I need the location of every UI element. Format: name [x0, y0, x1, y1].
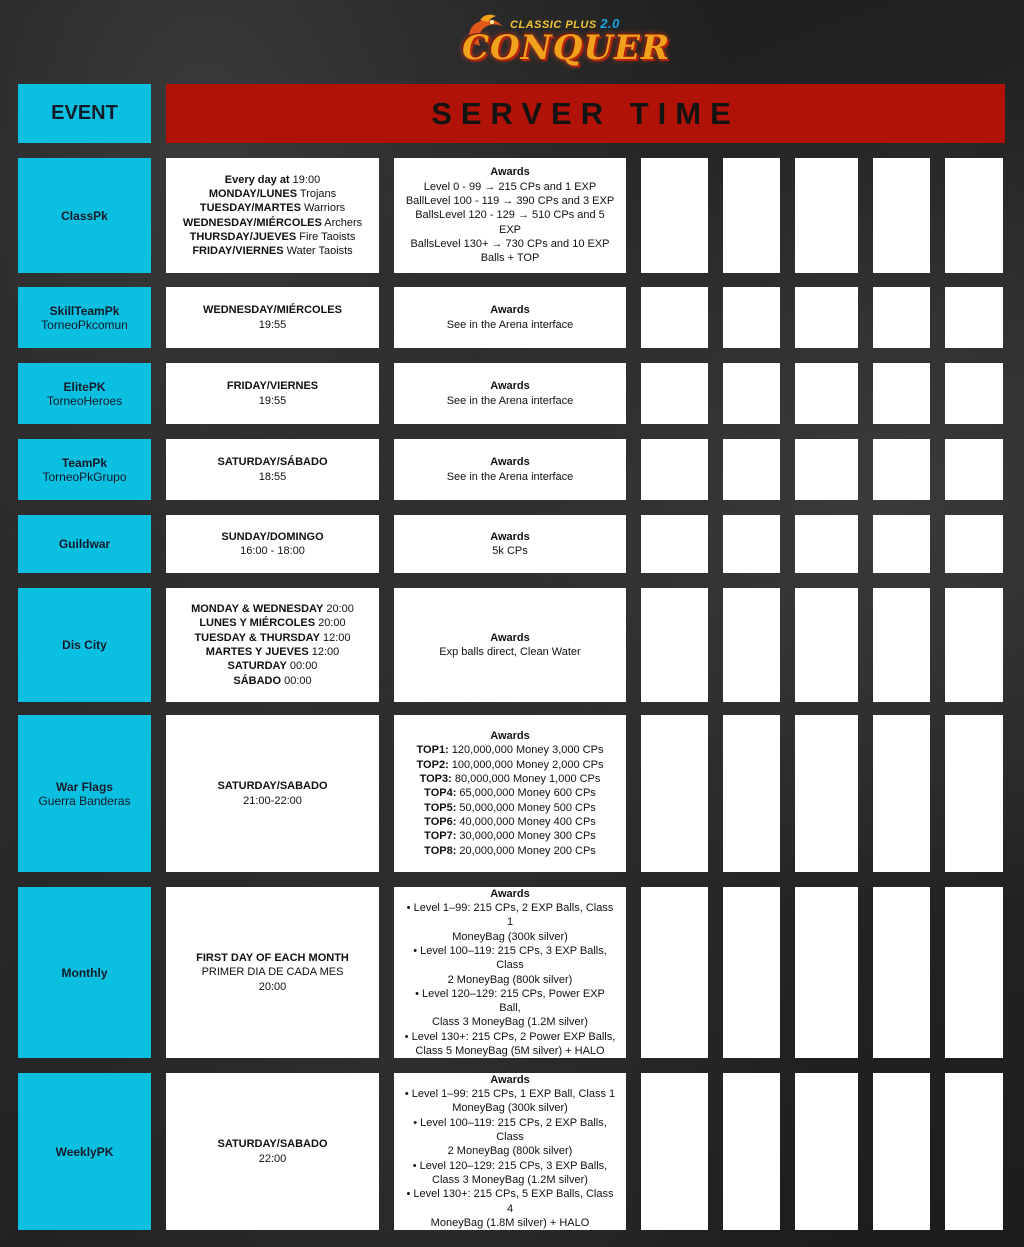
schedule-line: [259, 470, 287, 484]
award-line: See in the Arena interface: [446, 470, 574, 483]
award-line: [407, 758, 614, 772]
schedule-time: 20:00: [258, 980, 287, 993]
award-line: • Level 100–119: 215 CPs, 2 EXP Balls, Class: [413, 1116, 607, 1144]
schedule-time: 19:55: [258, 318, 287, 331]
schedule-line: [259, 394, 287, 408]
empty-cell-4: [873, 287, 930, 348]
award-text: 120,000,000 Money 3,000 CPs: [448, 744, 604, 757]
empty-cell-4: [873, 515, 930, 573]
empty-cell-5: [945, 1073, 1003, 1230]
empty-cell-4: [873, 588, 930, 702]
awards-cell: [394, 588, 626, 702]
award-line: Level 0 - 99 → 215 CPs and 1 EXP: [423, 180, 597, 193]
award-text: 50,000,000 Money 500 CPs: [456, 801, 596, 814]
event-name-cell: [18, 887, 151, 1058]
award-line: See in the Arena interface: [446, 318, 574, 331]
schedule-line: [209, 187, 336, 201]
empty-cell-5: [945, 515, 1003, 573]
award-line: • Level 1–99: 215 CPs, 2 EXP Balls, Class 1: [406, 902, 614, 929]
schedule-day: FIRST DAY OF EACH MONTH: [196, 952, 349, 965]
schedule-day: MONDAY & WEDNESDAY: [191, 603, 324, 616]
awards-title: Awards: [490, 380, 530, 393]
schedule-day: TUESDAY & THURSDAY: [194, 631, 320, 644]
schedule-time: 19:55: [258, 394, 287, 407]
empty-cell-3: [795, 515, 858, 573]
award-line: Exp balls direct, Clean Water: [439, 646, 581, 658]
award-line: • Level 130+: 215 CPs, 5 EXP Balls, Class 4: [406, 1188, 614, 1215]
event-name: Dis City: [62, 638, 107, 652]
award-line: Balls + TOP: [480, 252, 540, 265]
schedule-time: Trojans: [297, 187, 337, 200]
schedule-time: 21:00-22:00: [243, 794, 302, 807]
schedule-line: [192, 244, 352, 258]
award-line: BallsLevel 130+ → 730 CPs and 10 EXP: [410, 237, 610, 250]
empty-cell-3: [795, 715, 858, 872]
award-text: 20,000,000 Money 200 CPs: [456, 844, 596, 857]
schedule-day: WEDNESDAY/MIÉRCOLES: [182, 216, 322, 229]
schedule-cell: [166, 439, 379, 500]
event-name-cell: [18, 1073, 151, 1230]
awards-title: Awards: [490, 456, 530, 469]
schedule-cell: [166, 715, 379, 872]
empty-cell-3: [795, 1073, 858, 1230]
award-line: 2 MoneyBag (800k silver): [447, 1145, 573, 1158]
award-line: Class 3 MoneyBag (1.2M silver): [432, 1173, 588, 1186]
empty-cell-2: [723, 158, 780, 273]
event-name-cell: [18, 363, 151, 424]
schedule-line: [225, 173, 320, 187]
award-line: See in the Arena interface: [446, 394, 574, 407]
empty-cell-1: [641, 1073, 708, 1230]
award-line: Class 5 MoneyBag (5M silver) + HALO: [415, 1044, 605, 1057]
empty-cell-5: [945, 158, 1003, 273]
schedule-cell: [166, 887, 379, 1058]
empty-cell-1: [641, 887, 708, 1058]
award-rank: TOP2:: [416, 758, 449, 771]
empty-cell-2: [723, 887, 780, 1058]
empty-cell-4: [873, 887, 930, 1058]
schedule-day: FRIDAY/VIERNES: [192, 245, 284, 258]
empty-cell-2: [723, 515, 780, 573]
empty-cell-2: [723, 287, 780, 348]
schedule-line: [194, 631, 350, 645]
schedule-cell: [166, 515, 379, 573]
award-line: MoneyBag (300k silver): [452, 930, 568, 943]
event-name-cell: [18, 588, 151, 702]
award-line: [414, 801, 606, 815]
empty-cell-5: [945, 287, 1003, 348]
awards-cell: [394, 887, 626, 1058]
empty-cell-4: [873, 715, 930, 872]
award-line: MoneyBag (1.8M silver) + HALO: [430, 1216, 590, 1229]
award-line: MoneyBag (300k silver): [452, 1102, 568, 1115]
award-text: 40,000,000 Money 400 CPs: [456, 815, 596, 828]
empty-cell-5: [945, 715, 1003, 872]
award-line: Class 3 MoneyBag (1.2M silver): [432, 1016, 588, 1029]
schedule-line: [243, 794, 302, 808]
schedule-line: [228, 659, 318, 673]
award-text: 30,000,000 Money 300 CPs: [456, 830, 596, 843]
schedule-line: [221, 530, 323, 544]
schedule-day: SATURDAY/SABADO: [217, 1138, 328, 1151]
schedule-time: Water Taoists: [283, 245, 353, 258]
awards-title: Awards: [490, 730, 530, 743]
schedule-day: LUNES Y MIÉRCOLES: [199, 617, 316, 630]
schedule-time: 00:00: [286, 660, 318, 673]
empty-cell-4: [873, 1073, 930, 1230]
empty-cell-1: [641, 439, 708, 500]
schedule-line: [196, 951, 349, 965]
award-line: BallLevel 100 - 119 → 390 CPs and 3 EXP: [405, 195, 615, 208]
schedule-cell: [166, 1073, 379, 1230]
empty-cell-5: [945, 588, 1003, 702]
event-row: [0, 158, 1024, 273]
schedule-time: 20:00: [315, 617, 346, 630]
schedule-time: 22:00: [258, 1152, 287, 1165]
awards-cell: [394, 158, 626, 273]
empty-cell-3: [795, 588, 858, 702]
event-name: Guildwar: [58, 537, 111, 551]
award-line: • Level 120–129: 215 CPs, Power EXP Ball,: [415, 987, 605, 1015]
event-row: [0, 887, 1024, 1058]
event-name: ClassPk: [61, 208, 108, 223]
empty-cell-1: [641, 287, 708, 348]
event-header: EVENT: [18, 84, 151, 143]
schedule-day: SATURDAY: [227, 660, 287, 673]
schedule-day: SATURDAY/SABADO: [217, 780, 328, 793]
awards-title: Awards: [490, 166, 530, 179]
event-name: Monthly: [61, 965, 108, 980]
schedule-line: [240, 544, 305, 558]
schedule-time: 16:00 - 18:00: [240, 545, 305, 557]
schedule-time: 12:00: [308, 646, 340, 658]
schedule-day: SATURDAY/SÁBADO: [217, 456, 328, 469]
awards-title: Awards: [490, 304, 530, 317]
schedule-day: FRIDAY/VIERNES: [226, 380, 319, 393]
award-rank: TOP8:: [424, 844, 457, 857]
event-name: WeeklyPK: [55, 1144, 114, 1159]
schedule-line: [199, 616, 345, 630]
schedule-line: [217, 1137, 327, 1151]
awards-cell: [394, 515, 626, 573]
event-row: [0, 715, 1024, 872]
awards-cell: [394, 363, 626, 424]
event-name-cell: [18, 515, 151, 573]
schedule-time: Fire Taoists: [296, 230, 356, 243]
empty-cell-1: [641, 715, 708, 872]
empty-cell-5: [945, 363, 1003, 424]
schedule-line: [206, 645, 340, 659]
event-name: ElitePK: [63, 379, 106, 394]
event-row: [0, 363, 1024, 424]
server-time-header: SERVER TIME: [166, 84, 1005, 143]
event-row: [0, 588, 1024, 702]
award-text: 100,000,000 Money 2,000 CPs: [448, 758, 604, 771]
event-row: [0, 439, 1024, 500]
schedule-time: Warriors: [300, 202, 346, 215]
schedule-cell: [166, 287, 379, 348]
empty-cell-3: [795, 287, 858, 348]
empty-cell-2: [723, 1073, 780, 1230]
schedule-line: [203, 303, 342, 317]
event-row: [0, 515, 1024, 573]
schedule-line: [191, 602, 354, 616]
award-text: 65,000,000 Money 600 CPs: [456, 787, 596, 800]
awards-cell: [394, 439, 626, 500]
award-rank: TOP4:: [424, 787, 457, 800]
schedule-day: TUESDAY/MARTES: [199, 202, 301, 215]
event-name: War Flags: [56, 779, 113, 794]
event-subname: Guerra Banderas: [38, 793, 131, 808]
event-name-cell: [18, 287, 151, 348]
empty-cell-2: [723, 588, 780, 702]
award-line: • Level 120–129: 215 CPs, 3 EXP Balls,: [412, 1159, 608, 1172]
empty-cell-2: [723, 715, 780, 872]
award-line: [414, 815, 606, 829]
empty-cell-2: [723, 439, 780, 500]
event-subname: TorneoPkGrupo: [42, 469, 127, 484]
schedule-time: PRIMER DIA DE CADA MES: [201, 966, 344, 979]
schedule-line: [183, 216, 362, 230]
schedule-line: [217, 455, 327, 469]
empty-cell-3: [795, 887, 858, 1058]
event-name-cell: [18, 158, 151, 273]
awards-cell: [394, 1073, 626, 1230]
award-rank: TOP7:: [424, 830, 457, 843]
conquer-logo: [462, 12, 671, 70]
award-line: • Level 100–119: 215 CPs, 3 EXP Balls, Class: [413, 944, 607, 972]
empty-cell-1: [641, 515, 708, 573]
schedule-cell: [166, 363, 379, 424]
award-line: [414, 829, 606, 843]
empty-cell-5: [945, 439, 1003, 500]
schedule-day: WEDNESDAY/MIÉRCOLES: [203, 304, 342, 317]
empty-cell-5: [945, 887, 1003, 1058]
award-line: [414, 844, 606, 858]
award-rank: TOP3:: [419, 773, 452, 786]
schedule-time: 19:00: [289, 173, 321, 186]
award-rank: TOP6:: [424, 815, 457, 828]
schedule-line: [200, 201, 345, 215]
schedule-line: [202, 965, 344, 979]
event-row: [0, 1073, 1024, 1230]
event-subname: TorneoPkcomun: [41, 317, 128, 332]
awards-cell: [394, 715, 626, 872]
empty-cell-1: [641, 363, 708, 424]
empty-cell-1: [641, 588, 708, 702]
logo-subtitle: CLASSIC PLUS 2.0: [510, 16, 620, 31]
awards-title: Awards: [490, 631, 530, 644]
award-line: • Level 130+: 215 CPs, 2 Power EXP Balls,: [404, 1030, 616, 1043]
empty-cell-4: [873, 158, 930, 273]
award-line: • Level 1–99: 215 CPs, 1 EXP Ball, Class 1: [404, 1088, 616, 1101]
empty-cell-1: [641, 158, 708, 273]
schedule-time: 00:00: [281, 674, 312, 687]
schedule-cell: [166, 588, 379, 702]
empty-cell-3: [795, 158, 858, 273]
awards-title: Awards: [490, 887, 530, 900]
schedule-line: [259, 318, 287, 332]
empty-cell-3: [795, 363, 858, 424]
schedule-time: 12:00: [319, 631, 351, 644]
event-name-cell: [18, 439, 151, 500]
schedule-line: [259, 1152, 287, 1166]
award-line: 2 MoneyBag (800k silver): [447, 973, 573, 986]
schedule-line: [259, 980, 287, 994]
award-rank: TOP1:: [416, 744, 449, 757]
schedule-day: MARTES Y JUEVES: [205, 646, 309, 658]
empty-cell-4: [873, 363, 930, 424]
schedule-day: Every day at: [224, 173, 290, 186]
schedule-line: [227, 379, 318, 393]
award-text: 80,000,000 Money 1,000 CPs: [451, 773, 601, 786]
awards-title: Awards: [490, 530, 530, 543]
event-name-cell: [18, 715, 151, 872]
award-line: BallsLevel 120 - 129 → 510 CPs and 5 EXP: [415, 209, 605, 236]
awards-title: Awards: [490, 1073, 530, 1086]
event-name: SkillTeamPk: [49, 303, 120, 318]
award-rank: TOP5:: [424, 801, 457, 814]
schedule-day: THURSDAY/JUEVES: [189, 230, 297, 243]
logo-title: CONQUER: [462, 28, 671, 68]
empty-cell-3: [795, 439, 858, 500]
award-line: [414, 786, 606, 800]
schedule-line: [233, 674, 311, 688]
award-line: [407, 743, 614, 757]
schedule-day: SUNDAY/DOMINGO: [221, 530, 324, 543]
schedule-time: 18:55: [258, 470, 287, 483]
award-line: [410, 772, 611, 786]
schedule-time: Archers: [321, 216, 363, 229]
schedule-line: [217, 779, 327, 793]
empty-cell-2: [723, 363, 780, 424]
event-subname: TorneoHeroes: [46, 393, 123, 408]
award-line: 5k CPs: [492, 545, 528, 557]
schedule-time: 20:00: [323, 603, 354, 616]
schedule-line: [190, 230, 356, 244]
schedule-day: MONDAY/LUNES: [208, 187, 298, 200]
event-row: [0, 287, 1024, 348]
awards-cell: [394, 287, 626, 348]
schedule-day: SÁBADO: [233, 674, 282, 687]
schedule-cell: [166, 158, 379, 273]
empty-cell-4: [873, 439, 930, 500]
event-name: TeamPk: [61, 455, 108, 470]
